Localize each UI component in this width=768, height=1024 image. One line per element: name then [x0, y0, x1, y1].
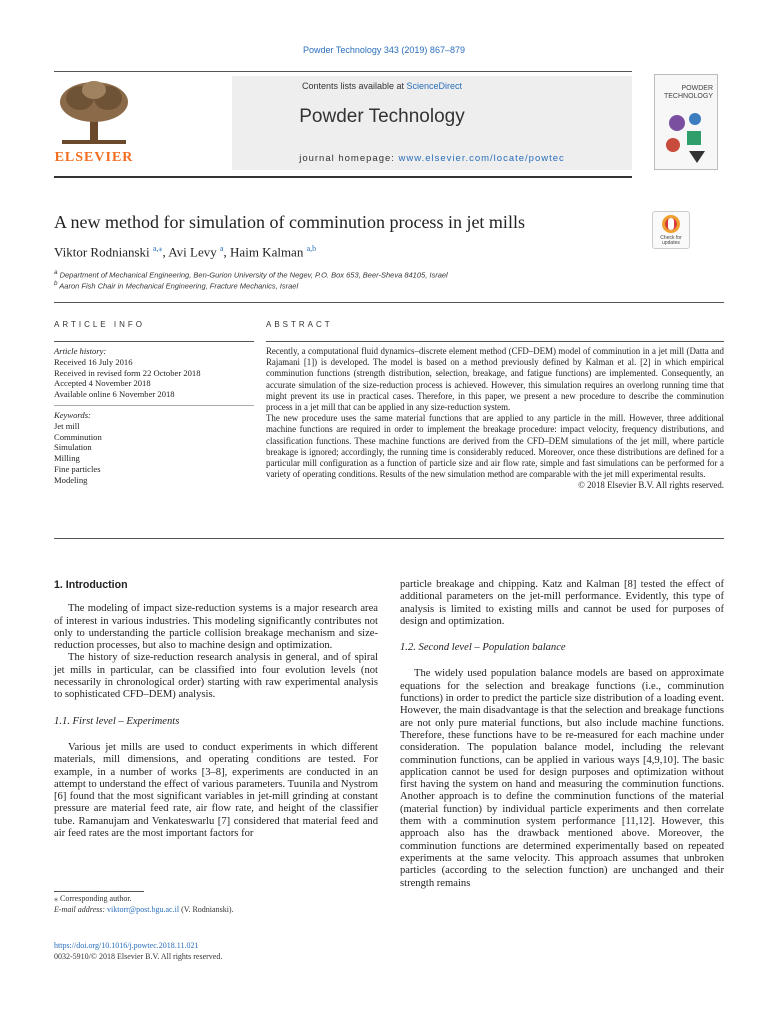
keywords-list	[54, 410, 254, 486]
first-level-paragraph: Various jet mills are used to conduct experiments in which different materials, mill dimensions, and operating conditions are tested. For example, in a number of works [3–8], experiments are conducted in an attempt to understand the effect of various parameters. Tuunila and Nystrom [6] found that the most significant variables in jet-mill grinding at constant pressure are material feed rate, air flow rate, and height of the classifier tube. Ramanujam and Venkateswarlu [7] considered that material feed and air feed rates are the most important factors for	[54, 741, 378, 840]
check-updates-icon	[661, 214, 681, 234]
author-affiliation-mark[interactable]: a,b	[306, 244, 317, 253]
homepage-link[interactable]: www.elsevier.com/locate/powtec	[398, 153, 565, 164]
keywords-rule	[54, 405, 254, 406]
check-updates-line2: updates	[662, 240, 680, 246]
check-updates-label	[653, 236, 689, 246]
abstract-rule-bottom	[54, 538, 724, 539]
author-list	[54, 244, 316, 260]
history-revised: Received in revised form 22 October 2018	[54, 367, 201, 378]
author-affiliation-mark[interactable]: a	[219, 244, 224, 253]
affiliation-mark: b	[54, 280, 58, 287]
check-updates-line1: Check for	[660, 235, 682, 241]
article-title: A new method for simulation of comminution process in jet mills	[54, 212, 525, 232]
abstract-copyright: © 2018 Elsevier B.V. All rights reserved.	[578, 480, 724, 491]
author-email-link[interactable]: viktorr@post.bgu.ac.il	[107, 905, 180, 914]
keyword-item: Modeling	[54, 474, 88, 485]
keywords-label: Keywords:	[54, 410, 91, 420]
cover-title	[655, 85, 717, 101]
footnote-rule	[54, 891, 144, 892]
intro-paragraph-2: The history of size-reduction research analysis in general, and of spiral jet mills in particular, can be classified into four evolution levels (not necessarily in chronological order) starting with raw experimental analysis to sophisticated CFD–DEM) analysis.	[54, 652, 378, 701]
keyword-item: Milling	[54, 453, 80, 464]
body-column-right	[400, 579, 724, 890]
article-history	[54, 346, 254, 400]
abstract-body	[266, 346, 724, 492]
affiliation-rule	[54, 302, 724, 303]
email-label: E-mail address:	[54, 905, 108, 914]
affiliation-a	[54, 269, 448, 280]
abstract-rule	[266, 341, 724, 342]
section-heading-introduction: 1. Introduction	[54, 579, 128, 591]
journal-citation[interactable]: Powder Technology 343 (2019) 867–879	[303, 45, 465, 55]
abstract-paragraph-1: Recently, a computational fluid dynamics–discrete element method (CFD–DEM) model of comminution in a jet mill (Datta and Rajamani [1]) is developed. The model is based on a method previously defined by Kalman et al. [2] in which empirical comminution functions (strength distribution, selection, breakage, and fatigue functions) are implemented. Consequently, an accurate simulation of the size-reduction process is achieved. However, this simulation requires an overlong running time that might prevent its use in practical cases. Therefore, in this paper, we present a new procedure to describe the comminution process in a jet mill that can be applied in any size-reduction system.	[266, 346, 724, 413]
body-column-left	[54, 579, 378, 840]
keyword-item: Fine particles	[54, 463, 101, 474]
history-received: Received 16 July 2016	[54, 356, 133, 367]
author-affiliation-mark[interactable]: a,⁎	[152, 244, 163, 253]
history-accepted: Accepted 4 November 2018	[54, 378, 151, 389]
abstract-heading: ABSTRACT	[266, 320, 333, 329]
cover-artwork-icon	[659, 107, 713, 165]
subsection-heading-first-level: 1.1. First level – Experiments	[54, 715, 180, 727]
author-name[interactable]: , Avi Levy	[162, 244, 220, 260]
keyword-item: Jet mill	[54, 420, 80, 431]
footnote-corresponding: ⁎ Corresponding author.	[54, 894, 132, 903]
rights-line: 0032-5910/© 2018 Elsevier B.V. All rights reserved.	[54, 952, 223, 961]
journal-homepage-line	[232, 153, 632, 164]
second-level-paragraph: The widely used population balance models are based on approximate equations for the selection and breakage functions (i.e., comminution functions) in order to predict the particle size distribution of a loading event. However, the main disadvantage is that the selection and breakage functions are not only pure material functions, but also include machine functions. Therefore, these functions have to be re-measured for each machine under consideration. The population balance model, including the relevant comminution functions, can be applied in various ways [4,9,10]. The basic application cannot be used for design purposes and optimization without first having the system on hand and measuring the comminution functions. Another approach is to define the comminution functions of the material (material function) by individual particle experiments and then correlate them with a comminution system performance [11,12]. However, this approach also has the drawback mentioned above. Moreover, the comminution functions are determined experimentally based on repeated experiments at the same velocity. This approach assumes that unbroken particles (according to the selection function) are unchanged and their strength remains	[400, 668, 724, 889]
keyword-item: Simulation	[54, 442, 92, 453]
author-name[interactable]: Viktor Rodnianski	[54, 244, 153, 260]
contents-lists-line	[232, 81, 532, 91]
tree-icon	[54, 78, 134, 148]
header-rule-top	[54, 71, 632, 72]
elsevier-wordmark: ELSEVIER	[54, 150, 134, 165]
history-label: Article history:	[54, 346, 107, 356]
author-name[interactable]: , Haim Kalman	[223, 244, 307, 260]
contents-prefix: Contents lists available at	[301, 81, 407, 91]
corresponding-author-footnote	[54, 893, 234, 915]
abstract-paragraph-2: The new procedure uses the same material functions that are applied to any particle in the mill. However, three additional machine functions are required in order to implement the breakage procedure: impact velocity, frequency distributions, and classification functions. These machine functions are derived from the CFD–DEM simulations of the jet mill, where particle breakage is ignored; accordingly, the running time is considerably reduced. Moreover, once these distributions are defined for a particular mill configuration as a function of particle size and air flow rate, simple and fast simulations can be performed for a variety of operating conditions. Results of the new simulation method are comparable with the jet mill experimental results.	[266, 413, 724, 480]
check-for-updates-badge[interactable]	[652, 211, 690, 249]
right-paragraph-continued: particle breakage and chipping. Katz and Kalman [8] tested the effect of additional parameters on the jet-mill performance. Evidently, this type of analysis is limited to existing mills and cannot be used for purposes of design and optimization.	[400, 579, 724, 627]
doi-block	[54, 940, 222, 962]
journal-title: Powder Technology	[299, 106, 465, 127]
email-suffix: (V. Rodnianski).	[179, 905, 234, 914]
keyword-item: Comminution	[54, 431, 102, 442]
affiliation-mark: a	[54, 269, 58, 276]
journal-cover-thumbnail[interactable]	[654, 74, 718, 170]
cover-title-line1: POWDER	[681, 85, 713, 92]
affiliation-text: Aaron Fish Chair in Mechanical Engineering, Fracture Mechanics, Israel	[57, 281, 299, 291]
article-info-heading: ARTICLE INFO	[54, 320, 145, 329]
history-online: Available online 6 November 2018	[54, 389, 175, 400]
header-rule-bottom	[54, 176, 632, 178]
sciencedirect-link[interactable]: ScienceDirect	[406, 81, 463, 91]
affiliation-text: Department of Mechanical Engineering, Ben-Gurion University of the Negev, P.O. Box 653, Beer-Sheva 84105, Israel	[57, 270, 448, 280]
homepage-prefix: journal homepage:	[299, 153, 399, 164]
cover-title-line2: TECHNOLOGY	[663, 93, 713, 100]
doi-link[interactable]: https://doi.org/10.1016/j.powtec.2018.11.021	[54, 941, 199, 950]
affiliation-b	[54, 280, 298, 291]
subsection-heading-second-level: 1.2. Second level – Population balance	[400, 642, 566, 654]
article-info-rule	[54, 341, 254, 342]
intro-paragraph-1: The modeling of impact size-reduction systems is a major research area of interest in various industries. This modeling significantly contributes not only to understanding the particle collision breakage mechanism and size-reduction processes, but also to machine design and optimization.	[54, 603, 378, 652]
